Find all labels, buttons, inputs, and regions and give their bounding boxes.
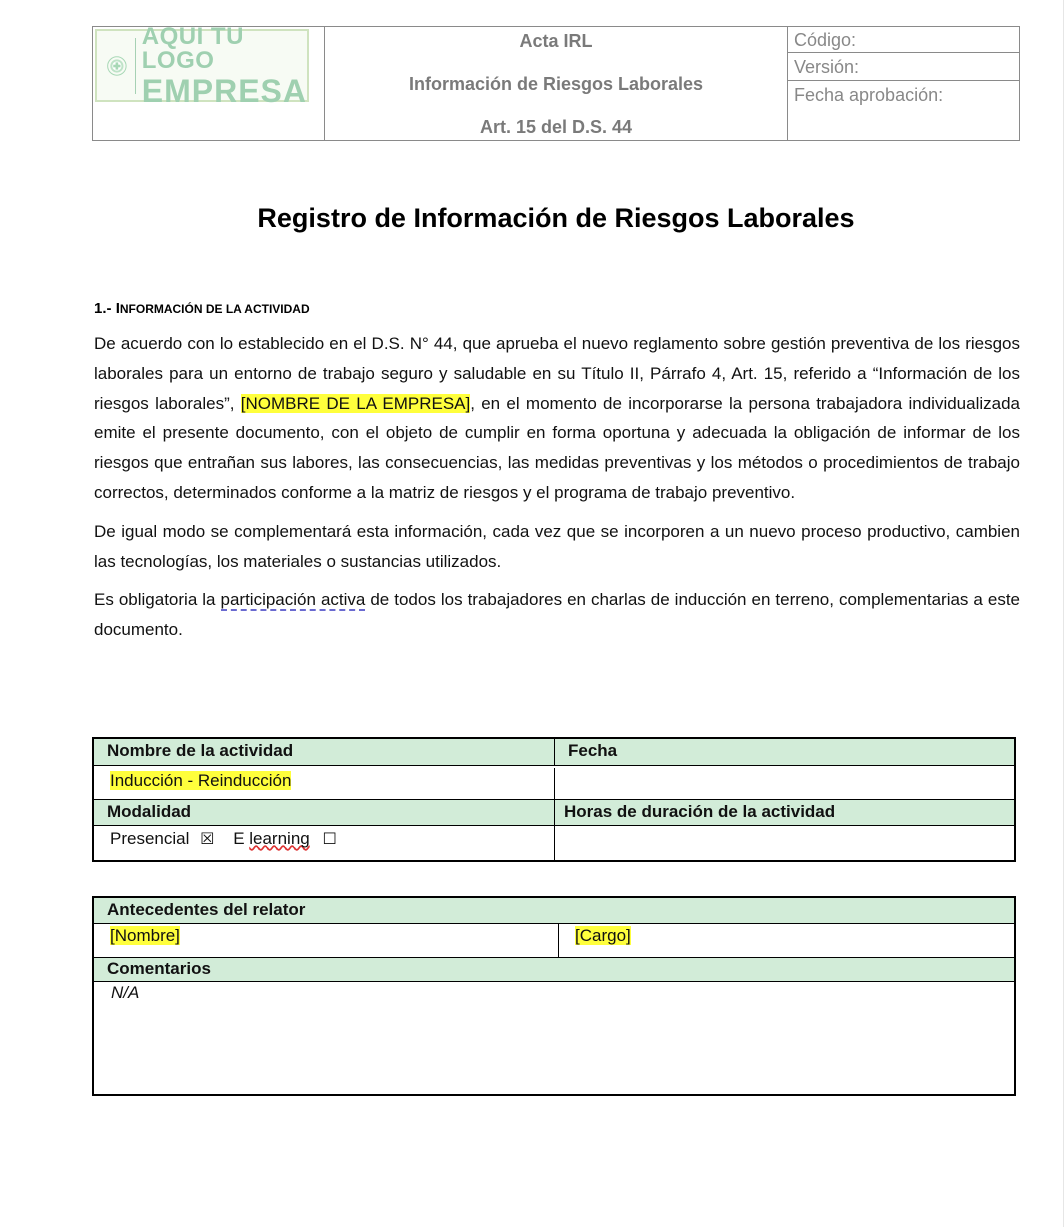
paragraph-text: , en el momento de incorporarse la persona trabajadora individualizada emite el presente documento, con el objeto de cumplir en forma oportuna y adecuada la obligación de informar de los riesgos que entrañan sus labores, las consecuencias, las medidas preventivas y los métodos o procedimientos de trabajo correctos, determinados conforme a la matriz de riesgos y el programa de trabajo preventivo. bbox=[94, 393, 1021, 502]
version-field: Versión: bbox=[788, 53, 1019, 81]
paragraph-text: Es obligatoria la bbox=[94, 590, 221, 609]
approval-date-field: Fecha aprobación: bbox=[794, 85, 944, 105]
activity-name-cell[interactable] bbox=[94, 768, 555, 799]
document-title: Registro de Información de Riesgos Laborales bbox=[257, 203, 855, 233]
activity-value-row bbox=[94, 766, 1014, 800]
header-control-cell bbox=[788, 27, 1019, 140]
paragraph-update: De igual modo se complementará esta información, cada vez que se incorporen a un nuevo proceso productivo, cambien las tecnologías, los materiales o sustancias utilizados. bbox=[94, 522, 1020, 571]
hours-value[interactable] bbox=[555, 826, 1014, 860]
speaker-table bbox=[92, 896, 1016, 1096]
header-title-cell bbox=[325, 27, 788, 140]
speaker-header: Antecedentes del relator bbox=[107, 900, 306, 919]
speaker-name-value: [Nombre] bbox=[110, 926, 180, 945]
paragraph-legal-basis bbox=[94, 329, 1020, 508]
modality-options bbox=[94, 826, 555, 860]
document-header bbox=[92, 22, 1020, 141]
logo-divider bbox=[135, 38, 136, 94]
speaker-header-row bbox=[94, 898, 1014, 924]
presencial-checkbox[interactable]: ☒ bbox=[200, 829, 215, 848]
comments-value: N/A bbox=[111, 983, 140, 1002]
paragraph-text: De acuerdo con lo establecido en el D.S. N° 44, que aprueba el nuevo reglamento sobre gestión preventiva de los riesgos laborales para un entorno de trabajo seguro y saludable en su Título II, Párrafo 4, Art. 15, referido a “Información de los riesgos laborales”, bbox=[94, 334, 1020, 413]
speaker-value-row bbox=[94, 924, 1014, 958]
seal-icon bbox=[107, 36, 127, 96]
header-doc-type: Acta IRL bbox=[519, 31, 593, 51]
header-doc-article: Art. 15 del D.S. 44 bbox=[479, 117, 633, 137]
logo-cell bbox=[93, 22, 325, 140]
hours-label: Horas de duración de la actividad bbox=[564, 802, 836, 821]
header-doc-subtitle: Información de Riesgos Laborales bbox=[408, 74, 704, 94]
elearning-checkbox[interactable]: ☐ bbox=[322, 829, 337, 848]
paragraph-text: de todos los trabajadores en charlas de inducción en terreno, complementarias a este documento. bbox=[94, 590, 1021, 639]
activity-table bbox=[92, 737, 1016, 862]
comments-value-row[interactable] bbox=[94, 982, 1014, 1094]
modality-value-row bbox=[94, 826, 1014, 860]
logo-line-1: AQUI TU LOGO bbox=[141, 22, 244, 74]
section-heading bbox=[94, 300, 310, 317]
activity-name-value: Inducción - Reinducción bbox=[110, 771, 292, 790]
speaker-position-cell[interactable] bbox=[559, 924, 1014, 957]
speaker-name-cell[interactable] bbox=[94, 924, 559, 957]
comments-header-row bbox=[94, 958, 1014, 982]
elearning-label bbox=[233, 829, 310, 848]
logo-text bbox=[141, 22, 307, 109]
comments-label: Comentarios bbox=[107, 959, 211, 978]
date-value[interactable] bbox=[555, 768, 1014, 799]
modality-header-row bbox=[94, 800, 1014, 826]
company-name-placeholder[interactable]: [NOMBRE DE LA EMPRESA] bbox=[240, 393, 471, 413]
company-logo bbox=[95, 22, 309, 109]
activity-name-label: Nombre de la actividad bbox=[94, 739, 555, 765]
activity-header-row bbox=[94, 739, 1014, 766]
grammar-flagged-text: participación activa bbox=[220, 590, 366, 609]
elearning-word: learning bbox=[249, 829, 310, 848]
modality-label: Modalidad bbox=[94, 800, 555, 825]
section-heading-initial: I bbox=[115, 300, 120, 317]
date-label: Fecha bbox=[568, 741, 618, 760]
section-heading-rest: NFORMACIÓN DE LA ACTIVIDAD bbox=[119, 302, 310, 316]
elearning-prefix: E bbox=[233, 829, 250, 848]
paragraph-obligation bbox=[94, 585, 1020, 645]
presencial-label: Presencial bbox=[110, 829, 190, 848]
speaker-position-value: [Cargo] bbox=[575, 926, 631, 945]
section-number: 1.- bbox=[94, 300, 116, 317]
logo-line-2: EMPRESA bbox=[141, 72, 307, 109]
code-field: Código: bbox=[788, 27, 1019, 53]
